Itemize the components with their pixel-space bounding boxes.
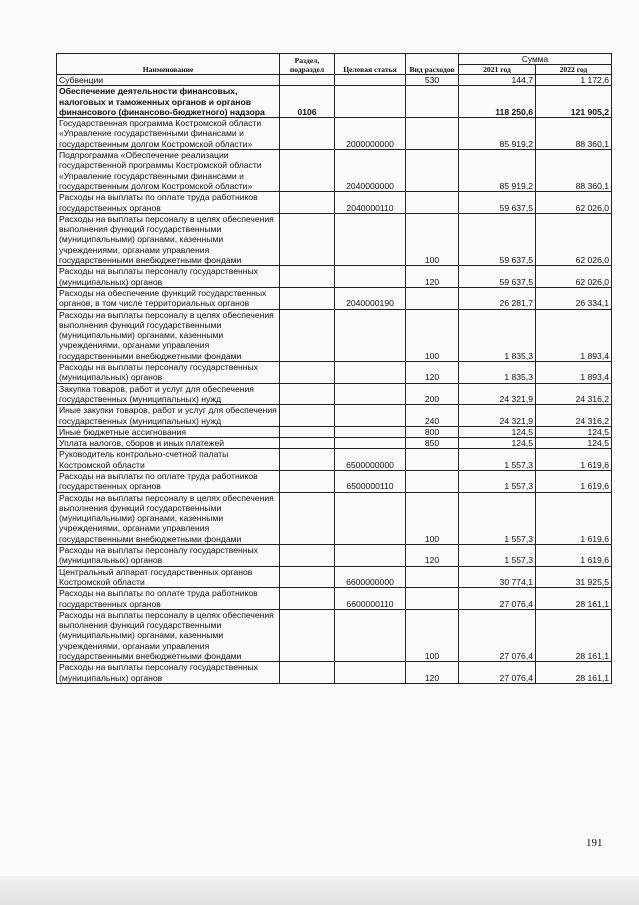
cell-name: Центральный аппарат государственных органов Костромской области — [57, 566, 280, 588]
table-row — [57, 266, 612, 288]
cell-type — [406, 192, 459, 214]
cell-2021: 85 919,2 — [459, 118, 536, 150]
table-row — [57, 609, 612, 661]
cell-name: Расходы на обеспечение функций государственных органов, в том числе территориальных органов — [57, 287, 280, 309]
cell-section — [280, 470, 335, 492]
cell-target — [335, 362, 406, 384]
cell-section — [280, 588, 335, 610]
cell-target: 2040000110 — [335, 192, 406, 214]
cell-section — [280, 118, 335, 150]
header-year-2022: 2022 год — [536, 65, 612, 75]
cell-section — [280, 492, 335, 544]
table-row — [57, 383, 612, 405]
cell-2022: 124,5 — [536, 426, 612, 437]
cell-name: Расходы на выплаты персоналу государственных (муниципальных) органов — [57, 545, 280, 567]
table-row — [57, 438, 612, 449]
cell-name: Расходы на выплаты персоналу в целях обеспечения выполнения функций государственными (муниципальными) органами, казенными учреждениями, органами управления государственными внебюджетными фондами — [57, 609, 280, 661]
cell-type — [406, 86, 459, 118]
cell-2021: 26 281,7 — [459, 287, 536, 309]
cell-2022: 24 316,2 — [536, 405, 612, 427]
cell-section — [280, 213, 335, 265]
cell-2021: 1 557,3 — [459, 449, 536, 471]
cell-type — [406, 470, 459, 492]
table-row — [57, 213, 612, 265]
cell-type: 240 — [406, 405, 459, 427]
cell-2021: 24 321,9 — [459, 405, 536, 427]
cell-section — [280, 383, 335, 405]
table-body — [57, 75, 612, 684]
cell-type: 120 — [406, 545, 459, 567]
cell-2021: 59 637,5 — [459, 192, 536, 214]
table-row — [57, 150, 612, 192]
cell-target — [335, 383, 406, 405]
cell-2022: 121 905,2 — [536, 86, 612, 118]
cell-name: Расходы на выплаты персоналу государственных (муниципальных) органов — [57, 662, 280, 684]
cell-type: 100 — [406, 309, 459, 361]
cell-2022: 28 161,1 — [536, 588, 612, 610]
cell-target — [335, 662, 406, 684]
header-sum: Сумма — [459, 54, 612, 65]
cell-target: 2040000000 — [335, 150, 406, 192]
cell-type: 100 — [406, 213, 459, 265]
cell-2021: 124,5 — [459, 426, 536, 437]
table-row — [57, 426, 612, 437]
cell-target: 2040000190 — [335, 287, 406, 309]
cell-section — [280, 266, 335, 288]
cell-type — [406, 287, 459, 309]
table-row — [57, 545, 612, 567]
cell-name: Уплата налогов, сборов и иных платежей — [57, 438, 280, 449]
cell-type: 120 — [406, 266, 459, 288]
cell-section — [280, 566, 335, 588]
table-row — [57, 449, 612, 471]
scan-edge — [0, 876, 639, 905]
cell-section — [280, 405, 335, 427]
cell-name: Расходы на выплаты персоналу государственных (муниципальных) органов — [57, 266, 280, 288]
cell-target — [335, 86, 406, 118]
header-name: Наименование — [57, 54, 280, 75]
cell-name: Расходы на выплаты персоналу в целях обеспечения выполнения функций государственными (муниципальными) органами, казенными учреждениями, органами управления государственными внебюджетными фондами — [57, 213, 280, 265]
table-row — [57, 309, 612, 361]
cell-type — [406, 566, 459, 588]
table-row — [57, 566, 612, 588]
cell-2021: 1 835,3 — [459, 309, 536, 361]
table-row — [57, 192, 612, 214]
cell-section — [280, 150, 335, 192]
cell-name: Расходы на выплаты персоналу в целях обеспечения выполнения функций государственными (муниципальными) органами, казенными учреждениями, органами управления государственными внебюджетными фондами — [57, 492, 280, 544]
header-section: Раздел, подраздел — [280, 54, 335, 75]
budget-table — [56, 53, 612, 684]
table-row — [57, 662, 612, 684]
cell-target — [335, 213, 406, 265]
cell-2022: 1 893,4 — [536, 309, 612, 361]
cell-2022: 1 619,6 — [536, 545, 612, 567]
cell-2022: 26 334,1 — [536, 287, 612, 309]
cell-2022: 28 161,1 — [536, 609, 612, 661]
cell-name: Расходы на выплаты по оплате труда работников государственных органов — [57, 192, 280, 214]
table-row — [57, 75, 612, 86]
cell-name: Расходы на выплаты персоналу государственных (муниципальных) органов — [57, 362, 280, 384]
cell-2022: 88 360,1 — [536, 150, 612, 192]
cell-2021: 1 557,3 — [459, 492, 536, 544]
cell-target: 6500000000 — [335, 449, 406, 471]
cell-name: Расходы на выплаты по оплате труда работников государственных органов — [57, 588, 280, 610]
table-row — [57, 287, 612, 309]
cell-2021: 59 637,5 — [459, 213, 536, 265]
cell-target — [335, 609, 406, 661]
cell-2021: 24 321,9 — [459, 383, 536, 405]
cell-type — [406, 150, 459, 192]
cell-section — [280, 309, 335, 361]
cell-2021: 1 557,3 — [459, 470, 536, 492]
cell-2021: 59 637,5 — [459, 266, 536, 288]
table-row — [57, 405, 612, 427]
cell-name: Иные бюджетные ассигнования — [57, 426, 280, 437]
cell-name: Обеспечение деятельности финансовых, налоговых и таможенных органов и органов финансового (финансово-бюджетного) надзора — [57, 86, 280, 118]
table-row — [57, 86, 612, 118]
cell-target — [335, 545, 406, 567]
cell-type: 120 — [406, 662, 459, 684]
cell-section — [280, 426, 335, 437]
cell-2022: 1 619,6 — [536, 470, 612, 492]
header-target: Целевая статья — [335, 54, 406, 75]
cell-type — [406, 588, 459, 610]
cell-target — [335, 405, 406, 427]
cell-2021: 27 076,4 — [459, 588, 536, 610]
header-type: Вид расходов — [406, 54, 459, 75]
cell-2022: 62 026,0 — [536, 192, 612, 214]
table-row — [57, 492, 612, 544]
cell-target — [335, 75, 406, 86]
cell-name: Расходы на выплаты по оплате труда работников государственных органов — [57, 470, 280, 492]
cell-section — [280, 362, 335, 384]
cell-type: 120 — [406, 362, 459, 384]
cell-type — [406, 118, 459, 150]
cell-2022: 24 316,2 — [536, 383, 612, 405]
page-number: 191 — [586, 837, 603, 849]
cell-2022: 62 026,0 — [536, 266, 612, 288]
cell-section — [280, 609, 335, 661]
cell-name: Закупка товаров, работ и услуг для обеспечения государственных (муниципальных) нужд — [57, 383, 280, 405]
cell-2021: 27 076,4 — [459, 609, 536, 661]
cell-section — [280, 545, 335, 567]
table-row — [57, 118, 612, 150]
cell-2021: 118 250,6 — [459, 86, 536, 118]
cell-target: 6600000110 — [335, 588, 406, 610]
cell-2022: 124,5 — [536, 438, 612, 449]
cell-name: Подпрограмма «Обеспечение реализации государственной программы Костромской области «Управление государственными финансами и государственным долгом Костромской области» — [57, 150, 280, 192]
cell-target — [335, 438, 406, 449]
cell-type: 530 — [406, 75, 459, 86]
cell-2022: 62 026,0 — [536, 213, 612, 265]
cell-2021: 1 835,3 — [459, 362, 536, 384]
cell-name: Государственная программа Костромской области «Управление государственными финансами и государственным долгом Костромской области» — [57, 118, 280, 150]
cell-target — [335, 492, 406, 544]
cell-2022: 88 360,1 — [536, 118, 612, 150]
cell-2022: 1 172,6 — [536, 75, 612, 86]
cell-target — [335, 266, 406, 288]
cell-type: 850 — [406, 438, 459, 449]
cell-type: 100 — [406, 609, 459, 661]
cell-target — [335, 309, 406, 361]
cell-2021: 124,5 — [459, 438, 536, 449]
cell-name: Иные закупки товаров, работ и услуг для обеспечения государственных (муниципальных) нужд — [57, 405, 280, 427]
cell-type: 200 — [406, 383, 459, 405]
cell-target: 6500000110 — [335, 470, 406, 492]
cell-2021: 27 076,4 — [459, 662, 536, 684]
cell-type: 100 — [406, 492, 459, 544]
cell-name: Руководитель контрольно-счетной палаты Костромской области — [57, 449, 280, 471]
cell-2022: 1 619,6 — [536, 492, 612, 544]
cell-2022: 1 619,6 — [536, 449, 612, 471]
table-row — [57, 588, 612, 610]
cell-2021: 1 557,3 — [459, 545, 536, 567]
header-year-2021: 2021 год — [459, 65, 536, 75]
table-row — [57, 362, 612, 384]
cell-section — [280, 662, 335, 684]
cell-section — [280, 192, 335, 214]
cell-name: Субвенции — [57, 75, 280, 86]
cell-2021: 85 919,2 — [459, 150, 536, 192]
cell-target: 6600000000 — [335, 566, 406, 588]
cell-2022: 31 925,5 — [536, 566, 612, 588]
cell-section: 0106 — [280, 86, 335, 118]
cell-section — [280, 75, 335, 86]
cell-name: Расходы на выплаты персоналу в целях обеспечения выполнения функций государственными (муниципальными) органами, казенными учреждениями, органами управления государственными внебюджетными фондами — [57, 309, 280, 361]
cell-2022: 1 893,4 — [536, 362, 612, 384]
cell-target — [335, 426, 406, 437]
cell-2022: 28 161,1 — [536, 662, 612, 684]
cell-section — [280, 287, 335, 309]
cell-target: 2000000000 — [335, 118, 406, 150]
cell-type: 800 — [406, 426, 459, 437]
cell-section — [280, 438, 335, 449]
cell-2021: 30 774,1 — [459, 566, 536, 588]
cell-type — [406, 449, 459, 471]
table-row — [57, 470, 612, 492]
cell-2021: 144,7 — [459, 75, 536, 86]
cell-section — [280, 449, 335, 471]
